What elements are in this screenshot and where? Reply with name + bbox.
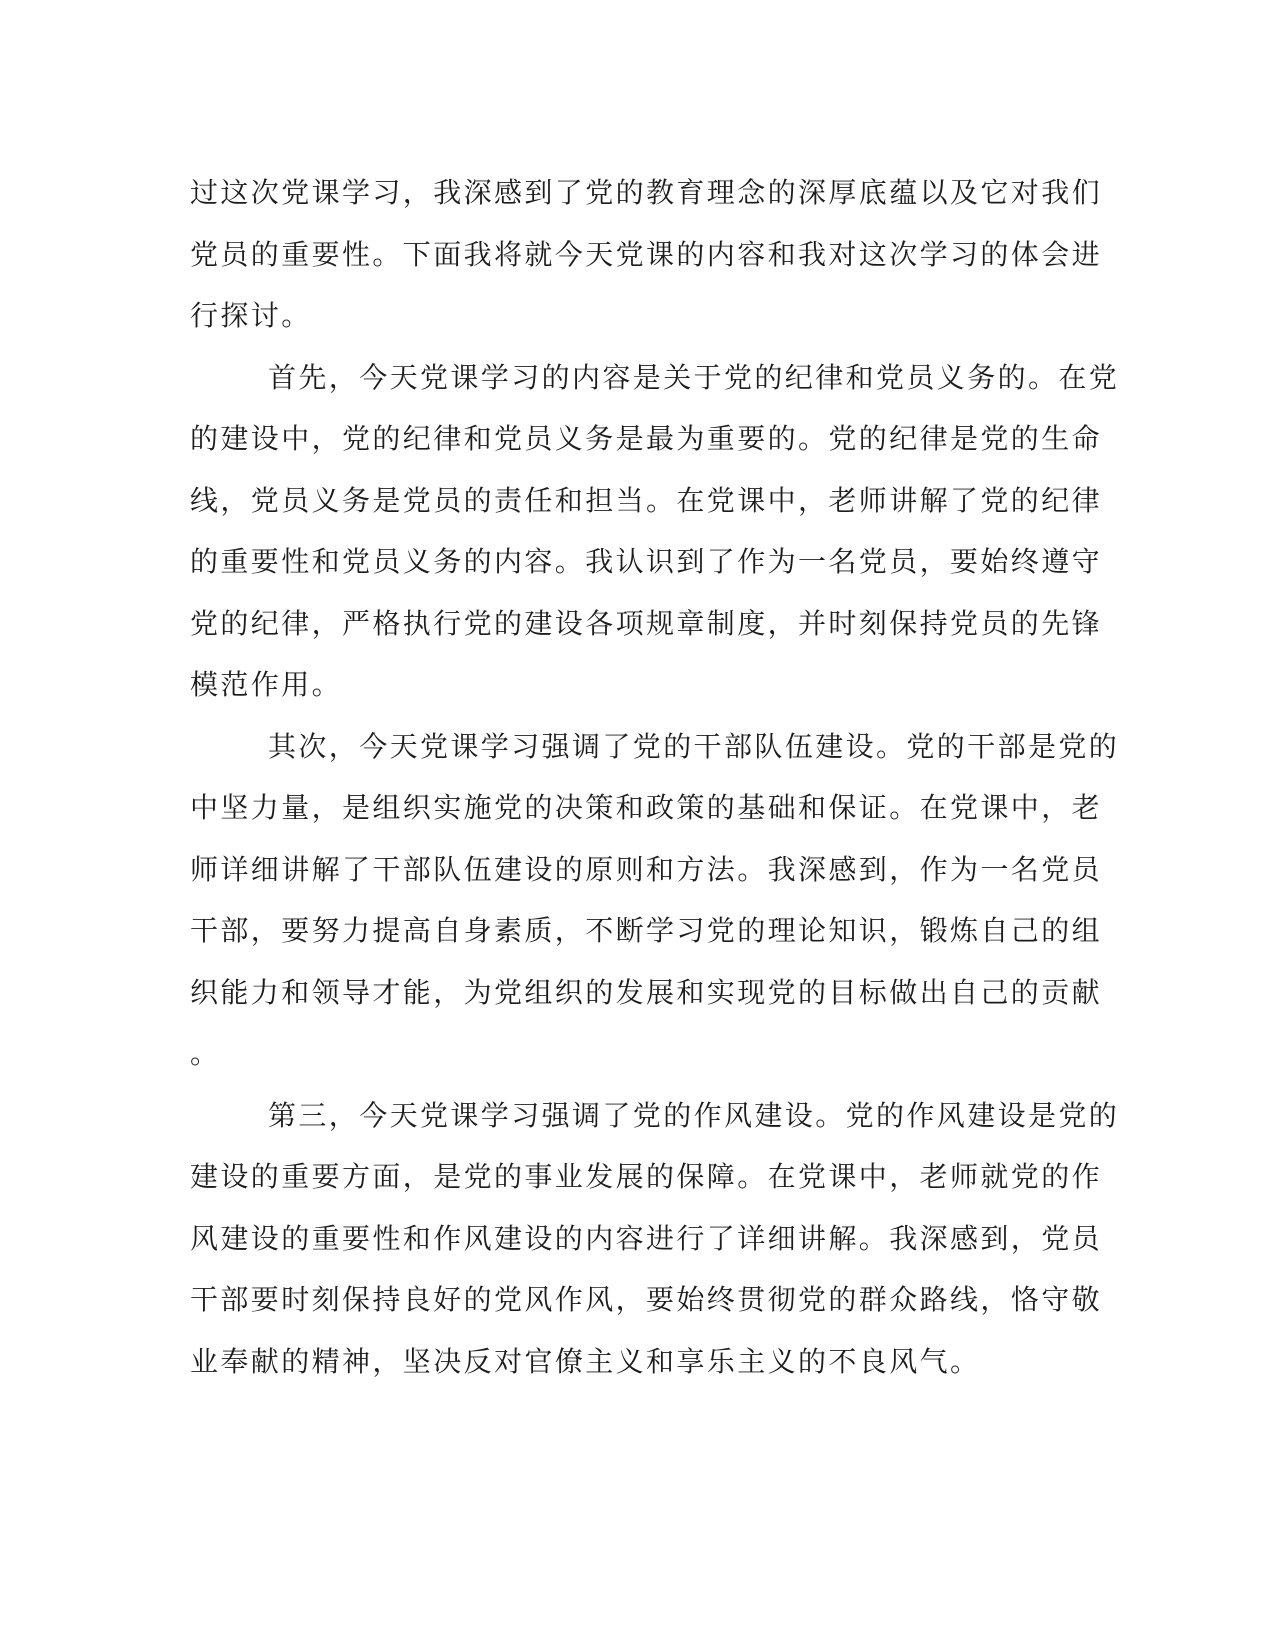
paragraph-cadre (190, 716, 1120, 1085)
paragraph-style (190, 1085, 1120, 1393)
text-line: 的建设中，党的纪律和党员义务是最为重要的。党的纪律是党的生命 (190, 422, 1103, 455)
text-line: 业奉献的精神，坚决反对官僚主义和享乐主义的不良风气。 (190, 1344, 981, 1378)
text-line: 行探讨。 (190, 299, 312, 332)
text-line: 线，党员义务是党员的责任和担当。在党课中，老师讲解了党的纪律 (190, 483, 1103, 517)
text-line: 干部要时刻保持良好的党风作风，要始终贯彻党的群众路线，恪守敬 (190, 1283, 1103, 1316)
paragraph-discipline (190, 347, 1120, 716)
text-line: 风建设的重要性和作风建设的内容进行了详细讲解。我深感到，党员 (190, 1221, 1103, 1255)
text-line: 干部，要努力提高自身素质，不断学习党的理论知识，锻炼自己的组 (190, 914, 1103, 947)
text-line: 师详细讲解了干部队伍建设的原则和方法。我深感到，作为一名党员 (190, 852, 1103, 886)
text-line: 。 (190, 1037, 221, 1070)
text-line: 其次，今天党课学习强调了党的干部队伍建设。党的干部是党的 (268, 729, 1120, 763)
text-line: 首先，今天党课学习的内容是关于党的纪律和党员义务的。在党 (268, 360, 1120, 394)
text-line: 党员的重要性。下面我将就今天党课的内容和我对这次学习的体会进 (190, 237, 1103, 271)
text-line: 第三，今天党课学习强调了党的作风建设。党的作风建设是党的 (268, 1098, 1120, 1132)
text-line: 党的纪律，严格执行党的建设各项规章制度，并时刻保持党员的先锋 (190, 606, 1103, 640)
text-line: 中坚力量，是组织实施党的决策和政策的基础和保证。在党课中，老 (190, 791, 1103, 824)
paragraph-intro (190, 162, 1103, 347)
text-line: 模范作用。 (190, 668, 343, 701)
text-line: 织能力和领导才能，为党组织的发展和实现党的目标做出自己的贡献 (190, 975, 1103, 1009)
text-line: 建设的重要方面，是党的事业发展的保障。在党课中，老师就党的作 (190, 1160, 1103, 1193)
text-line: 的重要性和党员义务的内容。我认识到了作为一名党员，要始终遵守 (190, 545, 1103, 578)
document-body (190, 162, 1120, 1392)
text-line: 过这次党课学习，我深感到了党的教育理念的深厚底蕴以及它对我们 (190, 176, 1103, 209)
